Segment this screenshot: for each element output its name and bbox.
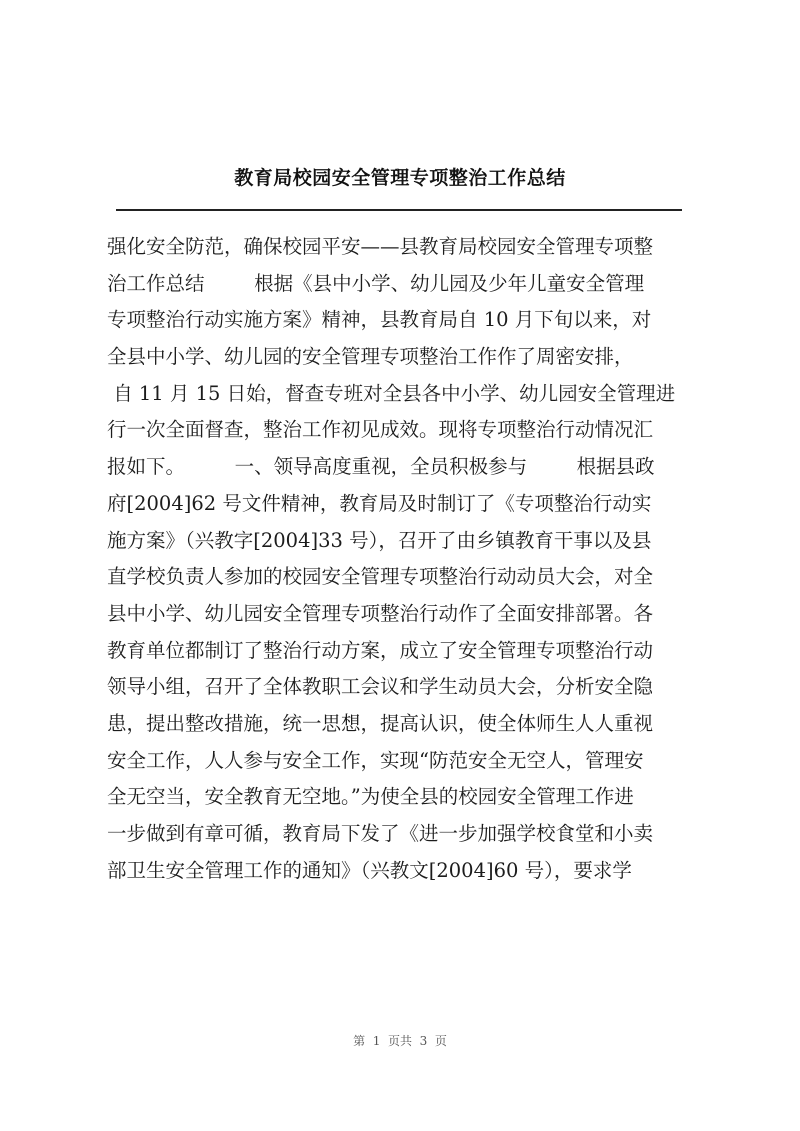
body-line: 全县中小学、幼儿园的安全管理专项整治工作作了周密安排，: [107, 345, 634, 369]
body-line: 自 11 月 15 日始，督查专班对全县各中小学、幼儿园安全管理进: [107, 381, 676, 405]
body-line: 专项整治行动实施方案》精神，县教育局自 10 月下旬以来，对: [107, 308, 652, 332]
body-line: 强化安全防范，确保校园平安——县教育局校园安全管理专项整: [107, 235, 654, 258]
body-line: 直学校负责人参加的校园安全管理专项整治行动动员大会，对全: [107, 565, 654, 589]
body-line: 一步做到有章可循，教育局下发了《进一步加强学校食堂和小卖: [107, 822, 654, 845]
document-body: [107, 229, 707, 889]
body-line: 行一次全面督查，整治工作初见成效。现将专项整治行动情况汇: [107, 418, 654, 442]
body-line: 全无空当，安全教育无空地。”为使全县的校园安全管理工作进: [107, 785, 634, 809]
body-line: 教育单位都制订了整治行动方案，成立了安全管理专项整治行动: [107, 638, 654, 662]
title-divider: [116, 209, 682, 211]
page-number-footer: 第 1 页共 3 页: [353, 1034, 447, 1048]
document-title: 教育局校园安全管理专项整治工作总结: [234, 167, 566, 189]
body-line: 报如下。 一、领导高度重视，全员积极参与 根据县政: [107, 455, 655, 479]
body-line: 部卫生安全管理工作的通知》（兴教文[2004]60 号），要求学: [107, 858, 632, 882]
body-line: 县中小学、幼儿园安全管理专项整治行动作了全面安排部署。各: [107, 601, 654, 625]
body-line: 施方案》（兴教字[2004]33 号），召开了由乡镇教育干事以及县: [107, 528, 652, 552]
body-line: 府[2004]62 号文件精神，教育局及时制订了《专项整治行动实: [107, 491, 652, 515]
body-line: 患，提出整改措施，统一思想，提高认识，使全体师生人人重视: [107, 711, 654, 735]
body-line: 治工作总结 根据《县中小学、幼儿园及少年儿童安全管理: [107, 271, 645, 295]
body-line: 安全工作，人人参与安全工作，实现“防范安全无空人，管理安: [107, 748, 644, 772]
body-line: 领导小组，召开了全体教职工会议和学生动员大会，分析安全隐: [107, 675, 654, 699]
